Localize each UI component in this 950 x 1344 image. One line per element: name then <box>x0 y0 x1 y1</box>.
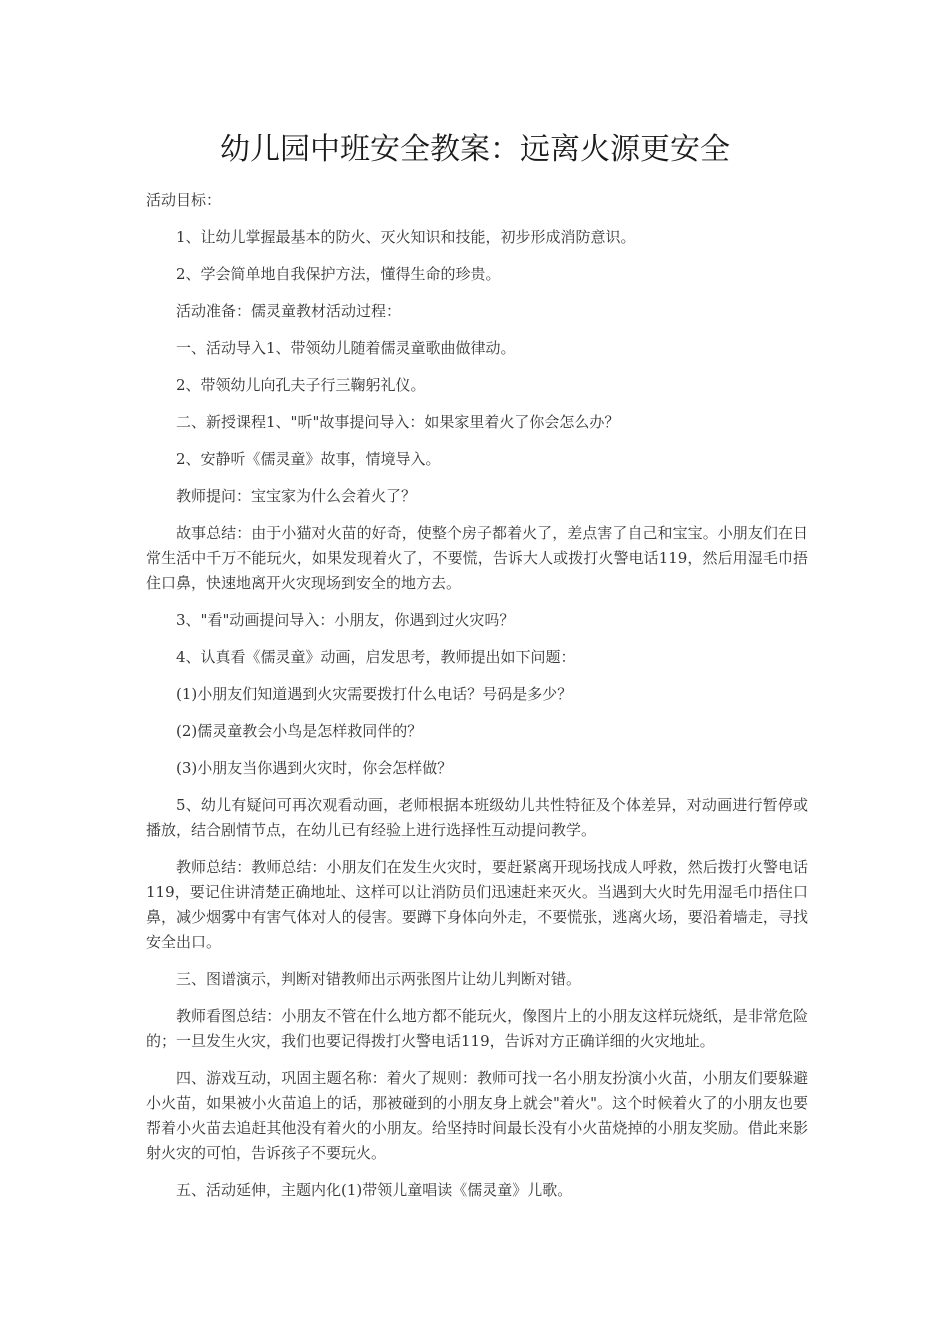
paragraph: 5、幼儿有疑问可再次观看动画，老师根据本班级幼儿共性特征及个体差异，对动画进行暂停或播放，结合剧情节点，在幼儿已有经验上进行选择性互动提问教学。 <box>146 796 808 839</box>
paragraph: 教师总结：教师总结：小朋友们在发生火灾时，要赶紧离开现场找成人呼救，然后拨打火警电话119，要记住讲清楚正确地址、这样可以让消防员们迅速赶来灭火。当遇到大火时先用湿毛巾捂住口鼻，减少烟雾中有害气体对人的侵害。要蹲下身体向外走，不要慌张，逃离火场，要沿着墙走，寻找安全出口。 <box>146 858 808 951</box>
question-item: (2)儒灵童教会小鸟是怎样救同伴的？ <box>176 722 423 740</box>
document-body <box>146 188 808 1215</box>
paragraph: 五、活动延伸，主题内化(1)带领儿童唱读《儒灵童》儿歌。 <box>176 1181 573 1199</box>
paragraph: 一、活动导入1、带领幼儿随着儒灵童歌曲做律动。 <box>176 339 516 357</box>
document-title: 幼儿园中班安全教案：远离火源更安全 <box>220 132 730 167</box>
paragraph: 2、安静听《儒灵童》故事，情境导入。 <box>176 450 441 468</box>
paragraph: 2、学会简单地自我保护方法，懂得生命的珍贵。 <box>176 265 501 283</box>
section-heading-objectives: 活动目标： <box>146 191 222 209</box>
question-item: (1)小朋友们知道遇到火灾需要拨打什么电话？号码是多少？ <box>176 685 573 703</box>
paragraph: 4、认真看《儒灵童》动画，启发思考，教师提出如下问题： <box>176 648 576 666</box>
paragraph: 三、图谱演示，判断对错教师出示两张图片让幼儿判断对错。 <box>176 970 582 988</box>
paragraph: 故事总结：由于小猫对火苗的好奇，使整个房子都着火了，差点害了自己和宝宝。小朋友们在日常生活中千万不能玩火，如果发现着火了，不要慌，告诉大人或拨打火警电话119，然后用湿毛巾捂住口鼻，快速地离开火灾现场到安全的地方去。 <box>146 524 808 592</box>
paragraph: 二、新授课程1、"听"故事提问导入：如果家里着火了你会怎么办？ <box>176 413 620 431</box>
paragraph: 教师看图总结：小朋友不管在什么地方都不能玩火，像图片上的小朋友这样玩烧纸，是非常危险的；一旦发生火灾，我们也要记得拨打火警电话119，告诉对方正确详细的火灾地址。 <box>146 1007 808 1050</box>
question-item: (3)小朋友当你遇到火灾时，你会怎样做？ <box>176 759 453 777</box>
paragraph: 3、"看"动画提问导入：小朋友，你遇到过火灾吗？ <box>176 611 515 629</box>
paragraph: 教师提问：宝宝家为什么会着火了？ <box>176 487 417 505</box>
paragraph: 活动准备：儒灵童教材活动过程： <box>176 302 402 320</box>
paragraph: 1、让幼儿掌握最基本的防火、灭火知识和技能，初步形成消防意识。 <box>176 228 636 246</box>
paragraph: 2、带领幼儿向孔夫子行三鞠躬礼仪。 <box>176 376 426 394</box>
paragraph: 四、游戏互动，巩固主题名称：着火了规则：教师可找一名小朋友扮演小火苗，小朋友们要躲避小火苗，如果被小火苗追上的话，那被碰到的小朋友身上就会"着火"。这个时候着火了的小朋友也要帮着小火苗去追赶其他没有着火的小朋友。给坚持时间最长没有小火苗烧掉的小朋友奖励。借此来影射火灾的可怕，告诉孩子不要玩火。 <box>146 1069 808 1162</box>
